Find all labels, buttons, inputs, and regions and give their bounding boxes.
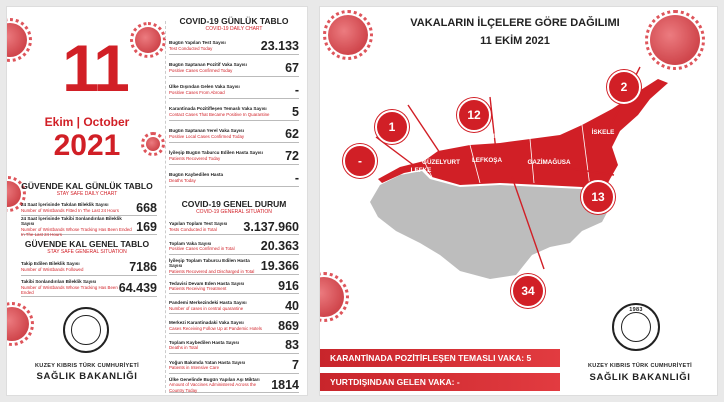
row-label-tr: Toplam Kaybedilen Hasta Sayısı <box>169 339 240 345</box>
row-label-en: Amount of Vaccines Administered Across the Country Today <box>169 382 257 393</box>
row-label <box>169 300 247 311</box>
table-row <box>169 59 299 77</box>
seal-year: 1983 <box>629 307 643 313</box>
row-label-en: Positive Cases Confirmed Today <box>169 67 233 73</box>
ministry-name-line1: KUZEY KIBRIS TÜRK CUMHURİYETİ <box>588 363 692 369</box>
row-label-en: Number of Wristbands Fitted In The Last 24 Hours <box>21 207 119 213</box>
table-row <box>169 338 299 354</box>
row-label-tr: İyileşip Bugün Taburcu Edilen Hasta Sayısı <box>169 150 263 156</box>
daily-table-title: COVID-19 GÜNLÜK TABLO <box>179 16 289 26</box>
row-label <box>169 150 263 161</box>
district-count-bubble: 1 <box>375 110 409 144</box>
ministry-name-line2: SAĞLIK BAKANLIĞI <box>36 371 138 382</box>
row-label-tr: Ülke Dışından Gelen Vaka Sayısı <box>169 84 240 90</box>
row-label <box>169 40 226 51</box>
row-value: 83 <box>285 338 299 353</box>
ministry-name-line2: SAĞLIK BAKANLIĞI <box>589 372 691 383</box>
row-value: 1814 <box>271 377 299 392</box>
row-label <box>169 258 261 274</box>
row-label-en: Number of cases in central quarantine <box>169 305 244 311</box>
row-value: 169 <box>136 219 157 234</box>
row-label-tr: Takibi Sonlandırılan Bileklik Sayısı <box>21 279 97 285</box>
table-row <box>169 169 299 187</box>
row-label-en: Positive Cases From Abroad <box>169 89 225 95</box>
report-month: Ekim | October <box>44 115 130 129</box>
row-value: - <box>294 82 299 97</box>
row-label-tr: 24 Saat İçerisinde Takılan Bileklik Sayısı <box>21 202 109 208</box>
row-label-en: Test Conducted Today <box>169 45 213 51</box>
row-label <box>169 360 245 371</box>
table-row <box>21 215 157 237</box>
stay-safe-general-title: GÜVENDE KAL GENEL TABLO <box>24 239 150 249</box>
virus-decoration-icon <box>6 23 27 57</box>
table-row <box>169 125 299 143</box>
row-label <box>169 84 240 95</box>
district-count-bubble: 2 <box>607 70 641 104</box>
row-value: 3.137.960 <box>243 219 299 234</box>
row-label-tr: Bugün Saptanan Yerel Vaka Sayısı <box>169 128 244 134</box>
quarantine-contact-bar: KARANTİNADA POZİTİFLEŞEN TEMASLI VAKA: 5 <box>320 349 560 367</box>
row-value: 668 <box>136 200 157 215</box>
row-label <box>169 320 262 331</box>
row-label-en: Positive Local Cases Confirmed Today <box>169 133 245 139</box>
table-row <box>169 298 299 314</box>
district-name-label: GÜZELYURT <box>422 159 460 166</box>
ministry-name-line1: KUZEY KIBRIS TÜRK CUMHURİYETİ <box>35 363 139 369</box>
row-label-en: Deaths Today <box>169 177 196 183</box>
row-label <box>169 172 223 183</box>
daily-report-panel <box>6 6 308 396</box>
row-label-en: Deaths in Total <box>169 345 198 351</box>
row-label <box>169 106 269 117</box>
row-label-en: Patients Recovered and Discharged in Total <box>169 268 255 274</box>
district-count-bubble: 13 <box>581 180 615 214</box>
ministry-seal-icon <box>63 307 109 353</box>
row-label <box>169 221 227 232</box>
south-cyprus-shape <box>370 171 610 279</box>
row-value: - <box>294 170 299 185</box>
general-status-title: COVID-19 GENEL DURUM <box>181 199 287 209</box>
stay-safe-general-subtitle: STAY SAFE GENERAL SITUATION <box>47 249 127 255</box>
district-count-bubble: 34 <box>511 274 545 308</box>
row-value: 19.366 <box>260 259 299 274</box>
district-count-bubble: - <box>343 144 377 178</box>
row-label-tr: Takip Edilen Bileklik Sayısı <box>21 261 80 267</box>
stay-safe-daily-title: GÜVENDE KAL GÜNLÜK TABLO <box>21 181 153 191</box>
report-year: 2021 <box>53 129 121 162</box>
row-label <box>169 241 235 252</box>
row-label-tr: Yoğun Bakımda Yatan Hasta Sayısı <box>169 359 246 365</box>
row-label <box>169 340 239 351</box>
row-label <box>21 216 136 238</box>
row-label-tr: Karantinada Pozitifleşen Temaslı Vaka Sayısı <box>169 106 267 112</box>
column-divider <box>165 21 166 393</box>
row-label <box>169 62 247 73</box>
table-row <box>169 239 299 255</box>
row-label <box>21 279 119 295</box>
map-date: 11 EKİM 2021 <box>480 35 550 47</box>
row-label-tr: Bugün Kaybedilen Hasta <box>169 172 224 178</box>
table-row <box>21 258 157 276</box>
row-label-tr: Bugün Yapılan Test Sayısı <box>169 40 226 46</box>
row-label-tr: Ülke Genelinde Bugün Yapılan Aşı Miktarı <box>169 376 260 382</box>
row-label-en: Cases Receiving Follow Up at Pandemic Hotels <box>169 325 262 331</box>
row-label <box>21 261 83 272</box>
table-row <box>21 200 157 216</box>
row-value: 20.363 <box>260 239 299 254</box>
table-row <box>169 147 299 165</box>
row-label-tr: Merkezi Karantinadaki Vaka Sayısı <box>169 320 244 326</box>
row-label-tr: Bugün Saptanan Pozitif Vaka Sayısı <box>169 62 247 68</box>
daily-table-subtitle: COVID-19 DAILY CHART <box>205 26 263 32</box>
row-value: 7186 <box>129 259 157 274</box>
table-row <box>169 219 299 235</box>
row-value: 67 <box>285 60 299 75</box>
row-value: 869 <box>278 318 299 333</box>
row-label-tr: Yapılan Toplam Test Sayısı <box>169 221 228 227</box>
virus-decoration-icon <box>6 307 29 341</box>
table-row <box>169 259 299 275</box>
row-label-en: Patients Recovered Today <box>169 155 221 161</box>
stay-safe-daily-subtitle: STAY SAFE DAILY CHART <box>56 191 118 197</box>
row-label-tr: Pandemi Merkezindeki Hasta Sayısı <box>169 300 247 306</box>
row-value: 62 <box>285 126 299 141</box>
abroad-cases-bar: YURTDIŞINDAN GELEN VAKA: - <box>320 373 560 391</box>
row-value: 72 <box>285 148 299 163</box>
row-value: 23.133 <box>260 38 299 53</box>
district-name-label: İSKELE <box>591 129 615 136</box>
district-map-panel <box>319 6 718 396</box>
report-day: 11 <box>62 31 128 105</box>
district-name-label: LEFKOŞA <box>471 157 503 164</box>
row-value: 40 <box>285 298 299 313</box>
table-row <box>169 37 299 55</box>
row-label <box>21 202 119 213</box>
row-label-en: Positive Cases Confirmed in Total <box>169 246 235 252</box>
row-label-en: Tests Conducted in Total <box>169 226 217 232</box>
row-label-tr: Toplam Vaka Sayısı <box>169 240 212 246</box>
row-label-en: Contact Cases That Became Positive In Quarantine <box>169 111 270 117</box>
district-name-label: GİRNE <box>479 133 499 140</box>
table-row <box>169 318 299 334</box>
row-label-en: Patients in Intensive Care <box>169 365 220 371</box>
row-value: 7 <box>292 358 299 373</box>
district-name-label: LEFKE <box>410 167 432 174</box>
map-title: VAKALARIN İLÇELERE GÖRE DAĞILIMI <box>410 17 620 29</box>
row-label-tr: Tedavisi Devam Eden Hasta Sayısı <box>169 280 245 286</box>
table-row <box>169 103 299 121</box>
row-label-tr: İyileşip Toplam Taburcu Edilen Hasta Sayısı <box>169 257 250 269</box>
table-row <box>169 377 299 393</box>
table-row <box>169 81 299 99</box>
row-label-en: Number of Wristbands Whose Tracking Has Been Ended <box>21 284 118 296</box>
row-label-tr: 24 Saat İçerisinde Takibi Sonlandırılan Bileklik Sayısı <box>21 215 122 227</box>
row-label <box>169 377 271 393</box>
general-status-subtitle: COVID-19 GENERAL SITUATION <box>196 209 272 215</box>
row-label <box>169 128 244 139</box>
row-label <box>169 281 244 292</box>
row-value: 5 <box>292 104 299 119</box>
row-value: 916 <box>278 278 299 293</box>
row-label-en: Number of Wristbands Whose Tracking Has Been Ended In The Last 24 Hours <box>21 226 132 237</box>
row-value: 64.439 <box>118 280 157 295</box>
row-label-en: Patients Receiving Treatment <box>169 286 227 291</box>
district-count-bubble: 12 <box>457 98 491 132</box>
table-row <box>169 358 299 374</box>
table-row <box>169 278 299 294</box>
table-row <box>21 279 157 297</box>
district-name-label: GAZİMAĞUSA <box>527 159 571 166</box>
row-label-en: Number of Wristbands Followed <box>21 266 84 272</box>
